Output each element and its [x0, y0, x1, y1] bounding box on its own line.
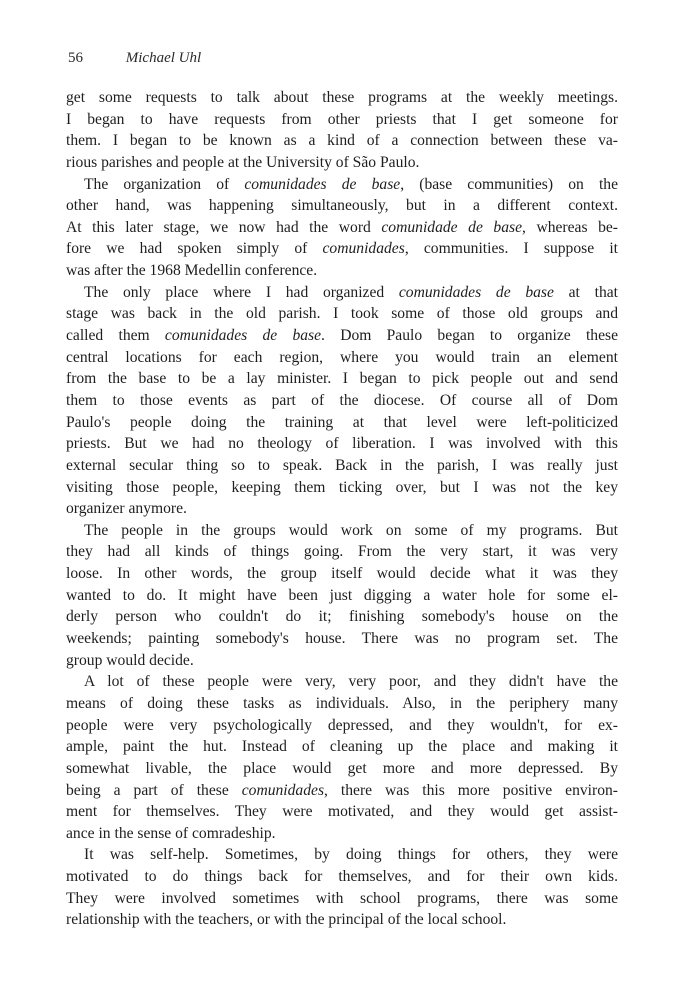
- text-line: motivated to do things back for themselves, and for their own kids.: [66, 868, 618, 886]
- text-line: A lot of these people were very, very poor, and they didn't have the: [84, 673, 618, 691]
- text-line: derly person who couldn't do it; finishing somebody's house on the: [66, 608, 618, 626]
- text-line: loose. In other words, the group itself would decide what it was they: [66, 565, 618, 583]
- text-line: group would decide.: [66, 651, 194, 669]
- text-line: ance in the sense of comradeship.: [66, 824, 276, 842]
- italic-term: comunidades de base: [244, 175, 401, 193]
- text-line: relationship with the teachers, or with the principal of the local school.: [66, 911, 507, 929]
- italic-term: comunidades: [241, 781, 325, 799]
- running-head-author: Michael Uhl: [125, 50, 202, 66]
- text-line: stage was back in the old parish. I took some of those old groups and: [66, 305, 618, 323]
- italic-term: comunidades de base: [164, 327, 322, 345]
- text-line: they had all kinds of things going. From the very start, it was very: [66, 543, 618, 561]
- page-number: 56: [68, 50, 83, 66]
- text-line: I began to have requests from other priests that I get someone for: [66, 110, 618, 128]
- text-line: people were very psychologically depressed, and they wouldn't, for ex-: [66, 716, 618, 734]
- text-line: ment for themselves. They were motivated, and they would get assist-: [66, 803, 618, 821]
- running-head: [68, 50, 201, 67]
- text-line: It was self-help. Sometimes, by doing things for others, they were: [84, 846, 618, 864]
- text-line: Paulo's people doing the training at that level were left-politicized: [66, 413, 618, 431]
- text-line: was after the 1968 Medellin conference.: [66, 262, 318, 280]
- text-line: The only place where I had organized comunidades de base at that: [84, 283, 618, 301]
- text-line: somewhat livable, the place would get more and more depressed. By: [66, 759, 618, 777]
- text-line: weekends; painting somebody's house. There was no program set. The: [66, 630, 618, 648]
- text-line: being a part of these comunidades, there was this more positive environ-: [66, 781, 618, 799]
- text-line: ample, paint the hut. Instead of cleaning up the place and making it: [66, 738, 618, 756]
- text-line: external secular thing so to speak. Back in the parish, I was really just: [66, 456, 618, 474]
- text-line: them to those events as part of the diocese. Of course all of Dom: [66, 391, 618, 409]
- text-line: from the base to be a lay minister. I began to pick people out and send: [66, 370, 618, 388]
- text-line: They were involved sometimes with school programs, there was some: [66, 889, 618, 907]
- italic-term: comunidades: [322, 240, 405, 258]
- text-line: The organization of comunidades de base, (base communities) on the: [84, 175, 618, 193]
- italic-term: comunidades de base: [398, 283, 554, 301]
- text-line: visiting those people, keeping them ticking over, but I was not the key: [66, 478, 618, 496]
- text-line: them. I began to be known as a kind of a connection between these va-: [66, 132, 618, 150]
- text-line: fore we had spoken simply of comunidades, communities. I suppose it: [66, 240, 618, 258]
- text-line: rious parishes and people at the University of São Paulo.: [66, 153, 420, 171]
- text-line: called them comunidades de base. Dom Paulo began to organize these: [66, 327, 618, 345]
- text-line: At this later stage, we now had the word comunidade de base, whereas be-: [66, 218, 618, 236]
- body-text: [66, 87, 618, 931]
- text-line: wanted to do. It might have been just digging a water hole for some el-: [66, 586, 618, 604]
- text-line: means of doing these tasks as individuals. Also, in the periphery many: [66, 694, 618, 712]
- text-line: organizer anymore.: [66, 500, 187, 518]
- text-line: central locations for each region, where you would train an element: [66, 348, 618, 366]
- text-line: The people in the groups would work on some of my programs. But: [84, 521, 618, 539]
- text-line: other hand, was happening simultaneously, but in a different context.: [66, 197, 618, 215]
- text-line: priests. But we had no theology of liberation. I was involved with this: [66, 435, 618, 453]
- italic-term: comunidade de base: [381, 218, 522, 236]
- text-line: get some requests to talk about these programs at the weekly meetings.: [66, 89, 618, 106]
